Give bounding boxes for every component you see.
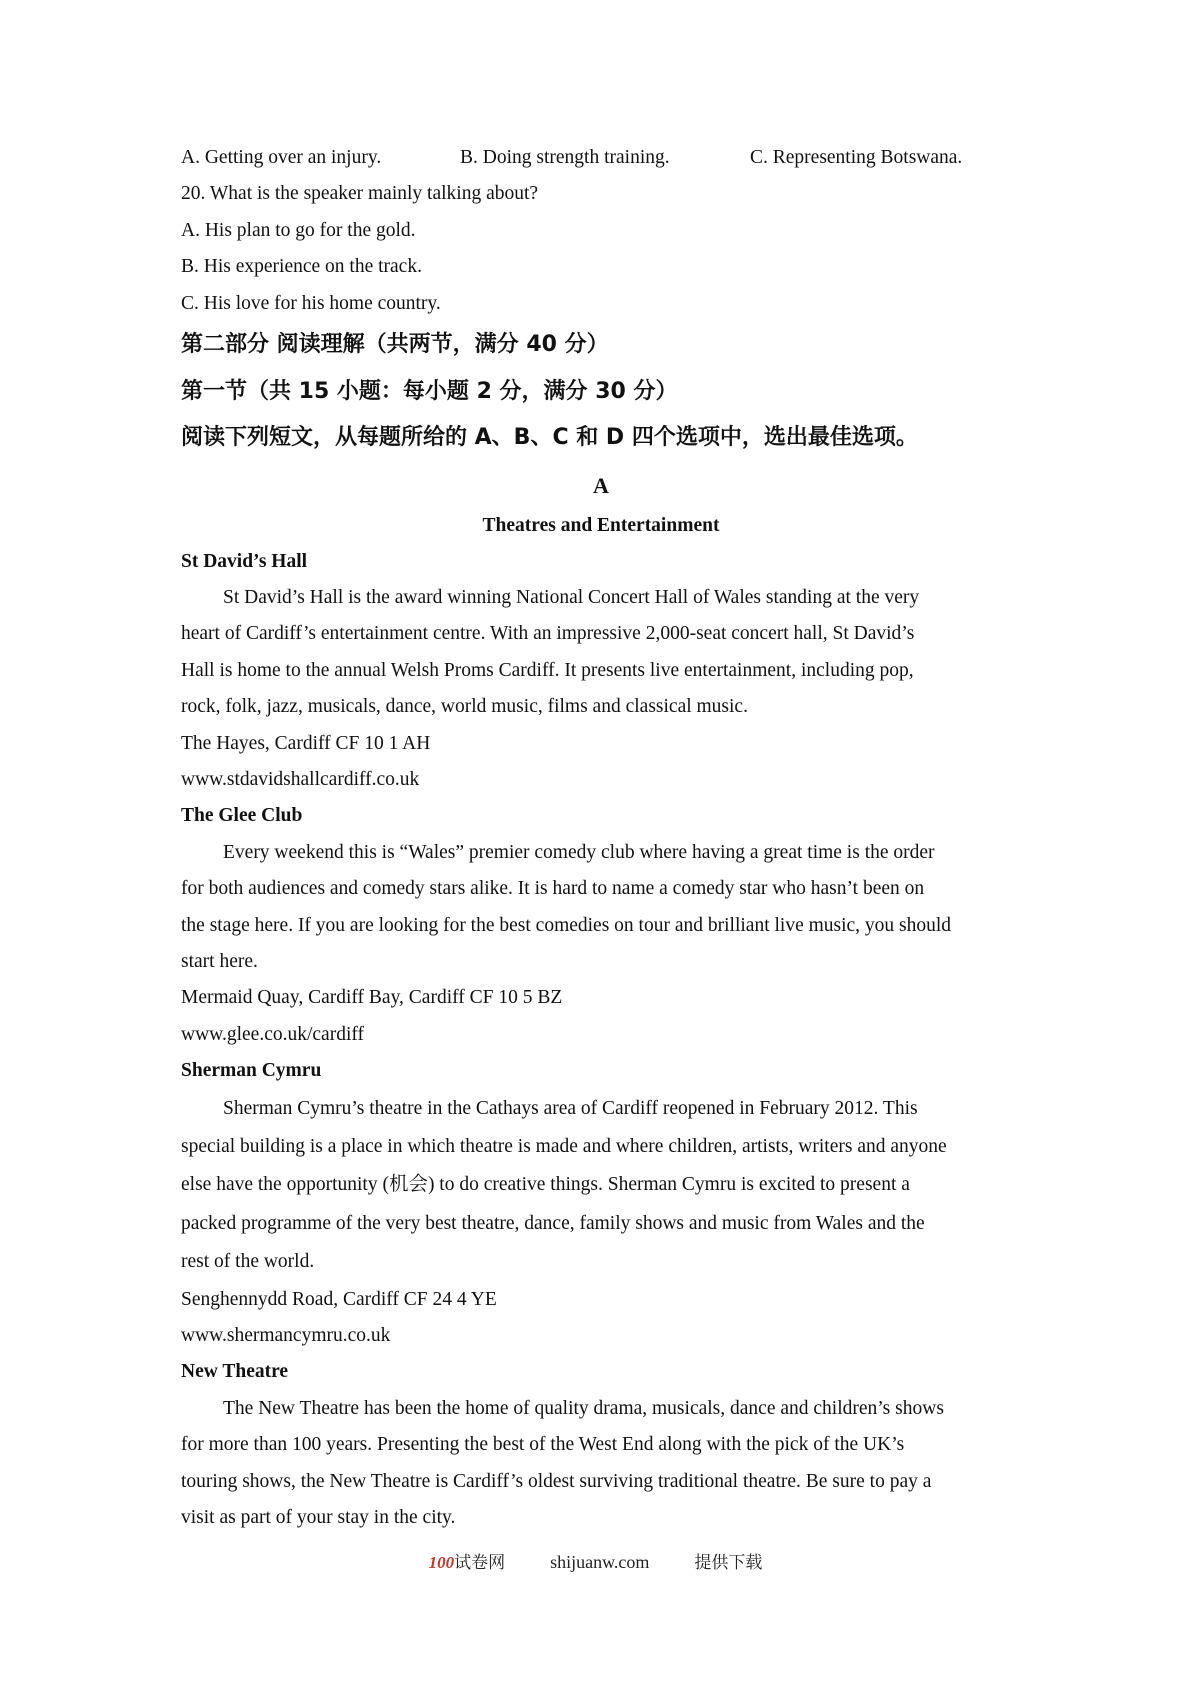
venue-website: www.glee.co.uk/cardiff <box>181 1023 365 1045</box>
q19-option-a: A. Getting over an injury. <box>181 147 382 168</box>
venue-name: The Glee Club <box>181 805 303 827</box>
text-line: else have the opportunity (机会) to do creative things. Sherman Cymru is excited to present a <box>181 1174 910 1196</box>
venue-website: www.shermancymru.co.uk <box>181 1325 391 1347</box>
site-logo-text: 试卷网 <box>454 1553 506 1573</box>
q20-option-c: C. His love for his home country. <box>181 292 441 314</box>
passage-letter: A <box>593 472 609 498</box>
venue-address: The Hayes, Cardiff CF 10 1 AH <box>181 732 431 754</box>
text-line: Every weekend this is “Wales” premier comedy club where having a great time is the order <box>223 841 935 863</box>
part2-heading: 第二部分 阅读理解（共两节，满分 40 分） <box>181 332 609 358</box>
q20-option-b: B. His experience on the track. <box>181 256 422 278</box>
text-line: start here. <box>181 951 258 972</box>
q19-option-c: C. Representing Botswana. <box>750 147 963 168</box>
text-line: for both audiences and comedy stars alike. It is hard to name a comedy star who hasn’t been on <box>181 878 925 900</box>
q19-option-b: B. Doing strength training. <box>460 147 670 168</box>
document-page <box>181 140 1021 1537</box>
venue-name: Sherman Cymru <box>181 1060 322 1082</box>
q20-option-a: A. His plan to go for the gold. <box>181 219 416 241</box>
text-line: special building is a place in which theatre is made and where children, artists, writers and anyone <box>181 1136 947 1158</box>
venue-name: New Theatre <box>181 1361 289 1383</box>
text-line: rock, folk, jazz, musicals, dance, world music, films and classical music. <box>181 696 748 718</box>
site-url[interactable]: shijuanw.com <box>550 1552 650 1572</box>
reading-instruction: 阅读下列短文，从每题所给的 A、B、C 和 D 四个选项中，选出最佳选项。 <box>181 425 918 451</box>
venue-description <box>181 1391 1021 1537</box>
venue-description <box>181 580 1021 726</box>
text-line: Sherman Cymru’s theatre in the Cathays area of Cardiff reopened in February 2012. This <box>223 1097 918 1119</box>
text-line: touring shows, the New Theatre is Cardiff’s oldest surviving traditional theatre. Be sure to pay a <box>181 1470 932 1492</box>
text-line: packed programme of the very best theatre, dance, family shows and music from Wales and the <box>181 1212 925 1234</box>
venue-address: Senghennydd Road, Cardiff CF 24 4 YE <box>181 1288 497 1310</box>
page-footer <box>0 1548 1191 1573</box>
text-line: heart of Cardiff’s entertainment centre. With an impressive 2,000-seat concert hall, St David’s <box>181 623 915 645</box>
q20-question: 20. What is the speaker mainly talking about? <box>181 183 539 205</box>
text-line: Hall is home to the annual Welsh Proms Cardiff. It presents live entertainment, including pop, <box>181 659 914 681</box>
venue-website: www.stdavidshallcardiff.co.uk <box>181 768 420 790</box>
text-line: for more than 100 years. Presenting the best of the West End along with the pick of the UK’s <box>181 1434 905 1456</box>
site-logo: 100 <box>428 1553 455 1572</box>
venue-description <box>181 835 1021 981</box>
venue-name: St David’s Hall <box>181 550 308 572</box>
venue-description <box>181 1090 1021 1282</box>
venue-address: Mermaid Quay, Cardiff Bay, Cardiff CF 10 5 BZ <box>181 987 563 1009</box>
text-line: The New Theatre has been the home of quality drama, musicals, dance and children’s shows <box>223 1397 944 1419</box>
text-line: visit as part of your stay in the city. <box>181 1507 456 1529</box>
q19-options <box>181 140 1021 176</box>
passage-title: Theatres and Entertainment <box>482 514 720 536</box>
text-line: rest of the world. <box>181 1251 315 1273</box>
text-line: St David’s Hall is the award winning National Concert Hall of Wales standing at the very <box>223 586 920 608</box>
section1-heading: 第一节（共 15 小题：每小题 2 分，满分 30 分） <box>181 378 678 404</box>
text-line: the stage here. If you are looking for the best comedies on tour and brilliant live music, you should <box>181 914 952 936</box>
download-note: 提供下载 <box>694 1553 763 1573</box>
